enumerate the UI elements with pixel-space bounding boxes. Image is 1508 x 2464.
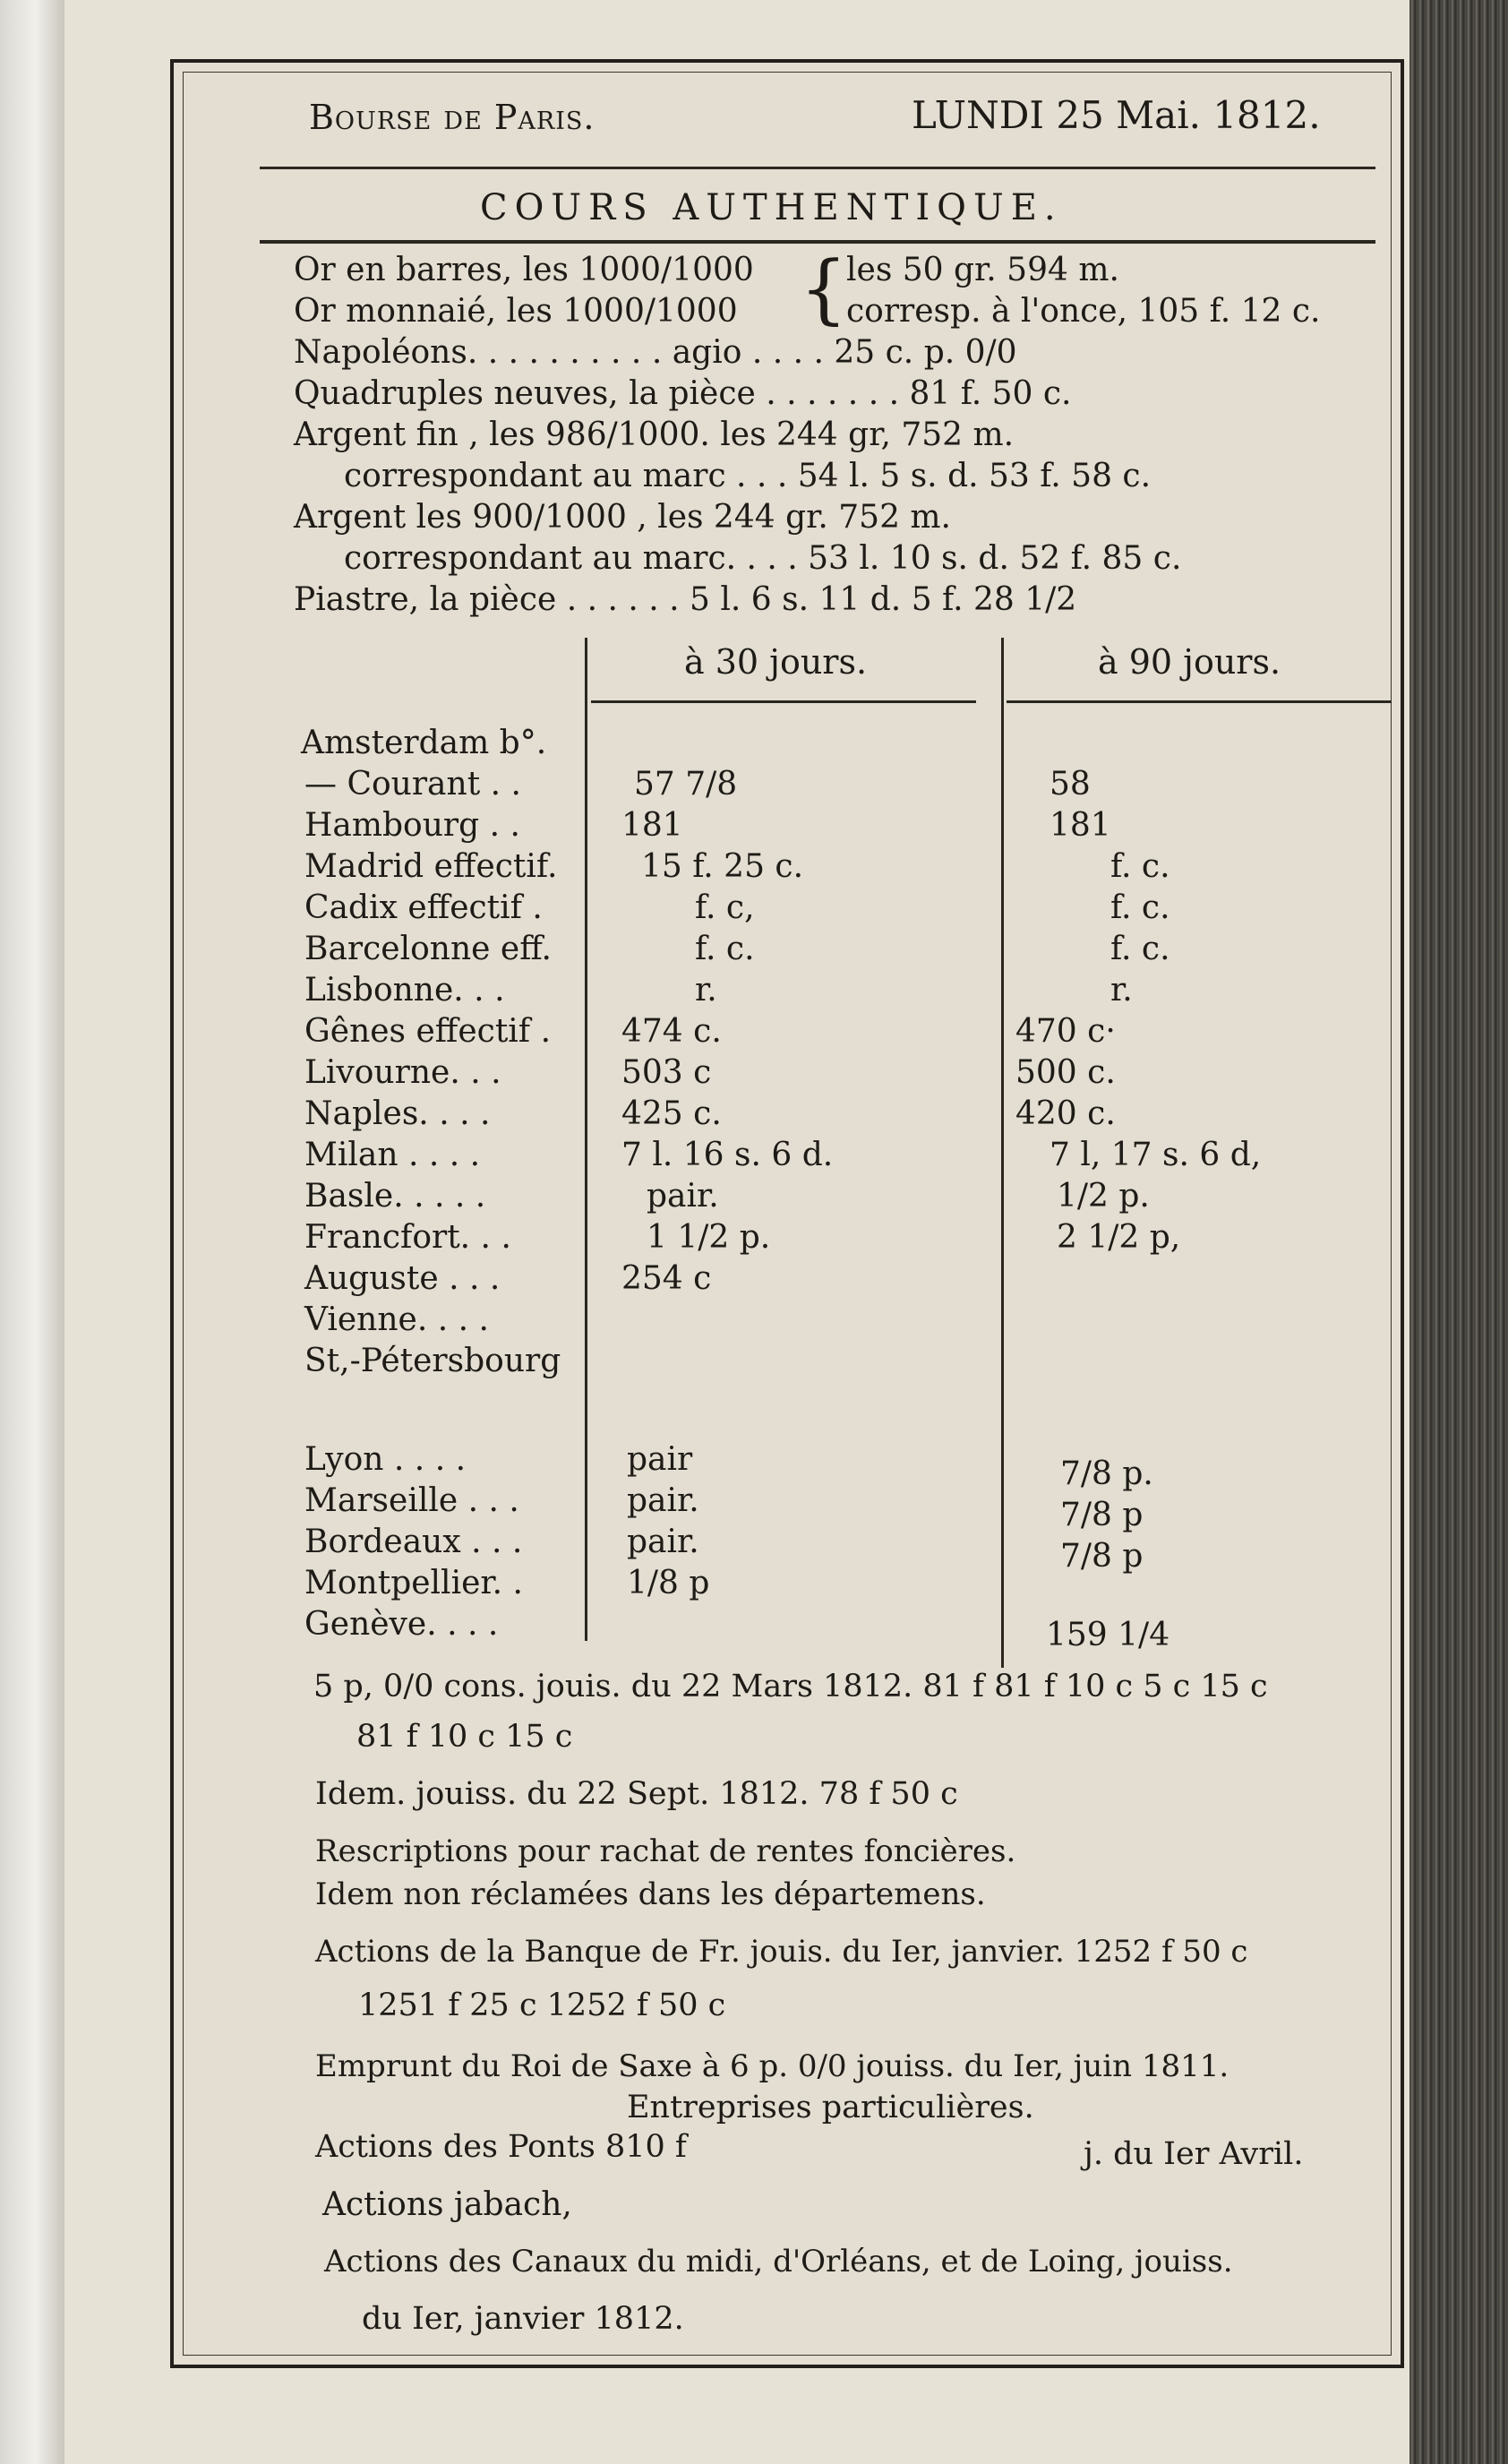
ponts-right: j. du Ier Avril. bbox=[1084, 2136, 1304, 2172]
cell-90: 181 bbox=[1050, 807, 1111, 844]
banque-2: 1251 f 25 c 1252 f 50 c bbox=[358, 1988, 726, 2023]
argent-900: Argent les 900/1000 , les 244 gr. 752 m. bbox=[294, 499, 951, 536]
cell-30: pair. bbox=[627, 1524, 699, 1560]
header-rule bbox=[260, 167, 1375, 169]
table-row: Genève. . . . bbox=[304, 1606, 499, 1643]
col-30-header: à 30 jours. bbox=[684, 642, 868, 682]
col-90-rule bbox=[1007, 700, 1392, 703]
col-30-rule bbox=[591, 700, 976, 703]
cell-90: 2 1/2 p, bbox=[1057, 1219, 1181, 1256]
cell-90: 1/2 p. bbox=[1057, 1178, 1150, 1215]
cell-90: 470 c· bbox=[1015, 1013, 1116, 1050]
cell-90: 7/8 p bbox=[1060, 1497, 1144, 1533]
cell-90: 159 1/4 bbox=[1046, 1617, 1170, 1653]
header-right: LUNDI 25 Mai. 1812. bbox=[912, 93, 1321, 137]
brace-line-2: corresp. à l'once, 105 f. 12 c. bbox=[846, 293, 1321, 330]
table-row: Basle. . . . . bbox=[304, 1178, 486, 1215]
quadruples: Quadruples neuves, la pièce . . . . . . . 81 f. 50 c. bbox=[294, 375, 1072, 412]
cell-30: 15 f. 25 c. bbox=[641, 848, 804, 885]
table-row: Amsterdam b°. bbox=[301, 725, 547, 761]
page-edges bbox=[1409, 0, 1508, 2464]
table-row: Milan . . . . bbox=[304, 1137, 481, 1173]
cell-30: pair. bbox=[647, 1178, 719, 1215]
cell-90: 58 bbox=[1050, 766, 1091, 803]
cell-30: pair bbox=[627, 1441, 693, 1478]
argent-900-marc: correspondant au marc. . . . 53 l. 10 s. d. 52 f. 85 c. bbox=[344, 540, 1182, 577]
table-row: Gênes effectif . bbox=[304, 1013, 552, 1050]
cell-90: f. c. bbox=[1110, 931, 1170, 967]
rescriptions-1: Rescriptions pour rachat de rentes foncières. bbox=[315, 1833, 1016, 1869]
cell-30: 254 c bbox=[621, 1260, 712, 1297]
cell-90: f. c. bbox=[1110, 889, 1170, 926]
cell-30: 503 c bbox=[621, 1054, 712, 1091]
table-row: Livourne. . . bbox=[304, 1054, 501, 1091]
cell-90: f. c. bbox=[1110, 848, 1170, 885]
cell-30: 57 7/8 bbox=[634, 766, 738, 803]
table-row: Bordeaux . . . bbox=[304, 1524, 523, 1560]
cell-30: 181 bbox=[621, 807, 683, 844]
title-rule bbox=[260, 240, 1375, 244]
table-row: St,-Pétersbourg bbox=[304, 1343, 561, 1379]
ponts: Actions des Ponts 810 f bbox=[315, 2129, 687, 2165]
table-row: Naples. . . . bbox=[304, 1095, 491, 1132]
entreprises-heading: Entreprises particulières. bbox=[627, 2090, 1034, 2125]
table-row: Hambourg . . bbox=[304, 807, 520, 844]
or-monnaie: Or monnaié, les 1000/1000 bbox=[294, 293, 738, 330]
cons-line-1: 5 p, 0/0 cons. jouis. du 22 Mars 1812. 81 f 81 f 10 c 5 c 15 c bbox=[313, 1669, 1268, 1704]
cell-30: 425 c. bbox=[621, 1095, 722, 1132]
table-row: Barcelonne eff. bbox=[304, 931, 552, 967]
argent-fin-marc: correspondant au marc . . . 54 l. 5 s. d. 53 f. 58 c. bbox=[344, 458, 1152, 494]
cell-30: pair. bbox=[627, 1482, 699, 1519]
or-barres: Or en barres, les 1000/1000 bbox=[294, 252, 754, 288]
brace: { bbox=[800, 245, 848, 332]
book-binding bbox=[0, 0, 64, 2464]
cell-90: 420 c. bbox=[1015, 1095, 1116, 1132]
cell-90: 7/8 p bbox=[1060, 1538, 1144, 1575]
table-row: — Courant . . bbox=[304, 766, 521, 803]
column-divider-1 bbox=[585, 638, 587, 1641]
table-row: Madrid effectif. bbox=[304, 848, 558, 885]
cell-30: 7 l. 16 s. 6 d. bbox=[621, 1137, 834, 1173]
table-row: Lisbonne. . . bbox=[304, 972, 505, 1009]
table-row: Auguste . . . bbox=[304, 1260, 501, 1297]
cell-90: 7/8 p. bbox=[1060, 1455, 1153, 1492]
page-title: COURS AUTHENTIQUE. bbox=[480, 187, 1063, 228]
saxe: Emprunt du Roi de Saxe à 6 p. 0/0 jouiss. du Ier, juin 1811. bbox=[315, 2048, 1230, 2084]
table-row: Lyon . . . . bbox=[304, 1441, 467, 1478]
table-row: Vienne. . . . bbox=[304, 1301, 489, 1338]
idem-sept: Idem. jouiss. du 22 Sept. 1812. 78 f 50 c bbox=[315, 1776, 958, 1812]
col-90-header: à 90 jours. bbox=[1098, 642, 1281, 682]
cons-line-2: 81 f 10 c 15 c bbox=[356, 1719, 573, 1755]
column-divider-2 bbox=[1001, 638, 1004, 1668]
rescriptions-2: Idem non réclamées dans les départemens. bbox=[315, 1876, 986, 1912]
table-row: Montpellier. . bbox=[304, 1565, 523, 1601]
header-left: Bourse de Paris. bbox=[309, 98, 595, 137]
cell-30: 1/8 p bbox=[627, 1565, 710, 1601]
jabach: Actions jabach, bbox=[322, 2186, 572, 2223]
brace-line-1: les 50 gr. 594 m. bbox=[846, 252, 1119, 288]
cell-30: f. c. bbox=[695, 931, 755, 967]
cell-90: 500 c. bbox=[1015, 1054, 1116, 1091]
argent-fin: Argent fin , les 986/1000. les 244 gr, 752 m. bbox=[294, 416, 1015, 453]
napoleons: Napoléons. . . . . . . . . . agio . . . . 25 c. p. 0/0 bbox=[294, 334, 1017, 371]
canaux-1: Actions des Canaux du midi, d'Orléans, et de Loing, jouiss. bbox=[324, 2244, 1233, 2279]
cell-30: f. c, bbox=[695, 889, 755, 926]
piastre: Piastre, la pièce . . . . . . 5 l. 6 s. 11 d. 5 f. 28 1/2 bbox=[294, 581, 1077, 618]
cell-30: 1 1/2 p. bbox=[647, 1219, 771, 1256]
canaux-2: du Ier, janvier 1812. bbox=[362, 2301, 684, 2337]
banque-1: Actions de la Banque de Fr. jouis. du Ier, janvier. 1252 f 50 c bbox=[315, 1934, 1248, 1970]
cell-90: 7 l, 17 s. 6 d, bbox=[1050, 1137, 1262, 1173]
cell-30: 474 c. bbox=[621, 1013, 722, 1050]
cell-90: r. bbox=[1110, 972, 1133, 1009]
table-row: Cadix effectif . bbox=[304, 889, 543, 926]
table-row: Francfort. . . bbox=[304, 1219, 511, 1256]
table-row: Marseille . . . bbox=[304, 1482, 519, 1519]
cell-30: r. bbox=[695, 972, 717, 1009]
